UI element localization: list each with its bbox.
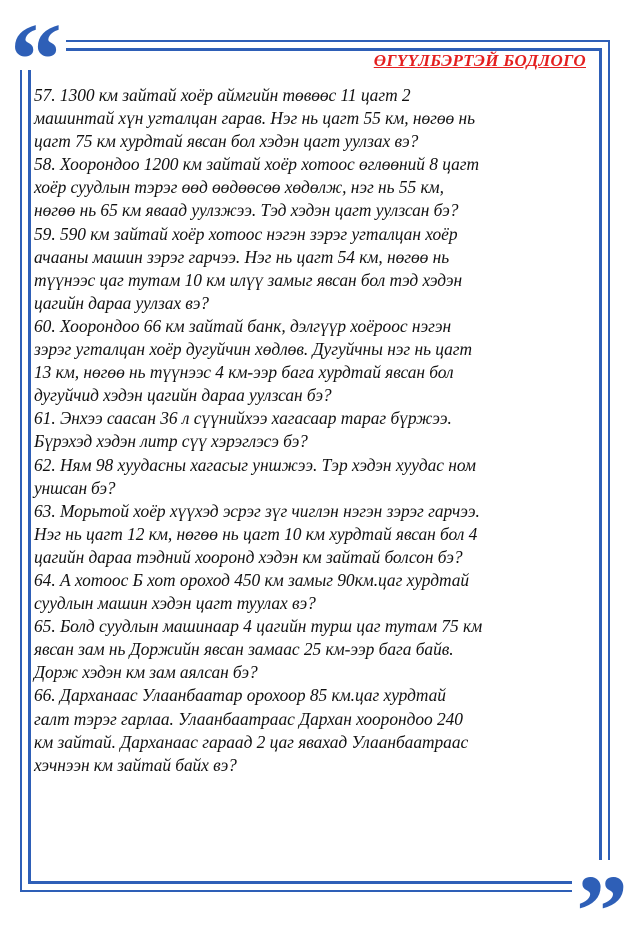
open-quote-icon: “ (6, 8, 66, 70)
text-line: явсан зам нь Доржийн явсан замаас 25 км-ээр бага байв. (34, 639, 454, 660)
text-line: уншсан бэ? (34, 477, 116, 498)
text-line: зэрэг угталцан хоёр дугуйчин хөдлөв. Дугуйчны нэг нь цагт (34, 339, 473, 360)
text-line: 66. Дарханаас Улаанбаатар орохоор 85 км.цаг хурдтай (34, 685, 446, 706)
text-line: хэчнээн км зайтай байх вэ? (34, 754, 237, 775)
problem-text (34, 84, 598, 777)
text-line: Бүрэхэд хэдэн литр сүү хэрэглэсэ бэ? (34, 431, 308, 452)
text-line: ачааны машин зэрэг гарчээ. Нэг нь цагт 54 км, нөгөө нь (34, 246, 450, 267)
text-line: хоёр суудлын тэрэг өөд өөдөөсөө хөдөлж, нэг нь 55 км, (34, 177, 444, 198)
text-line: 59. 590 км зайтай хоёр хотоос нэгэн зэрэг угталцан хоёр (34, 223, 458, 244)
text-line: 60. Хоорондоо 66 км зайтай банк, дэлгүүр хоёроос нэгэн (34, 315, 452, 336)
text-line: 13 км, нөгөө нь түүнээс 4 км-ээр бага хурдтай явсан бол (34, 362, 454, 383)
text-line: дугуйчид хэдэн цагийн дараа уулзсан бэ? (34, 385, 332, 406)
text-line: цагт 75 км хурдтай явсан бол хэдэн цагт уулзах вэ? (34, 131, 419, 152)
text-line: 62. Ням 98 хуудасны хагасыг уншжээ. Тэр хэдэн хуудас ном (34, 454, 476, 475)
text-line: цагийн дараа тэдний хооронд хэдэн км зайтай болсон бэ? (34, 546, 463, 567)
text-line: нөгөө нь 65 км яваад уулзжээ. Тэд хэдэн цагт уулзсан бэ? (34, 200, 459, 221)
text-line: 57. 1300 км зайтай хоёр аймгийн төвөөс 11 цагт 2 (34, 85, 411, 105)
text-line: суудлын машин хэдэн цагт туулах вэ? (34, 593, 316, 614)
text-line: галт тэрэг гарлаа. Улаанбаатраас Дархан хоорондоо 240 (34, 708, 463, 729)
text-line: 64. А хотоос Б хот ороход 450 км замыг 90км.цаг хурдтай (34, 569, 470, 590)
text-line: 65. Болд суудлын машинаар 4 цагийн турш цаг тутам 75 км (34, 616, 483, 637)
text-line: 61. Энхээ саасан 36 л сүүнийхээ хагасаар тараг бүржээ. (34, 408, 452, 429)
text-line: 63. Морьтой хоёр хүүхэд эсрэг зүг чиглэн нэгэн зэрэг гарчээ. (34, 500, 480, 521)
text-line: түүнээс цаг тутам 10 км илүү замыг явсан бол тэд хэдэн (34, 269, 463, 290)
text-line: км зайтай. Дарханаас гараад 2 цаг явахад Улаанбаатраас (34, 731, 469, 752)
text-line: 58. Хоорондоо 1200 км зайтай хоёр хотоос өглөөний 8 цагт (34, 154, 480, 175)
text-line: Дорж хэдэн км зам аялсан бэ? (34, 662, 258, 683)
text-line: Нэг нь цагт 12 км, нөгөө нь цагт 10 км хурдтай явсан бол 4 (34, 523, 478, 544)
text-line: цагийн дараа уулзах вэ? (34, 292, 209, 313)
close-quote-icon: ” (572, 860, 632, 930)
page-title: ӨГҮҮЛБЭРТЭЙ БОДЛОГО (373, 51, 586, 70)
text-line: машинтай хүн угталцан гарав. Нэг нь цагт 55 км, нөгөө нь (34, 108, 475, 129)
